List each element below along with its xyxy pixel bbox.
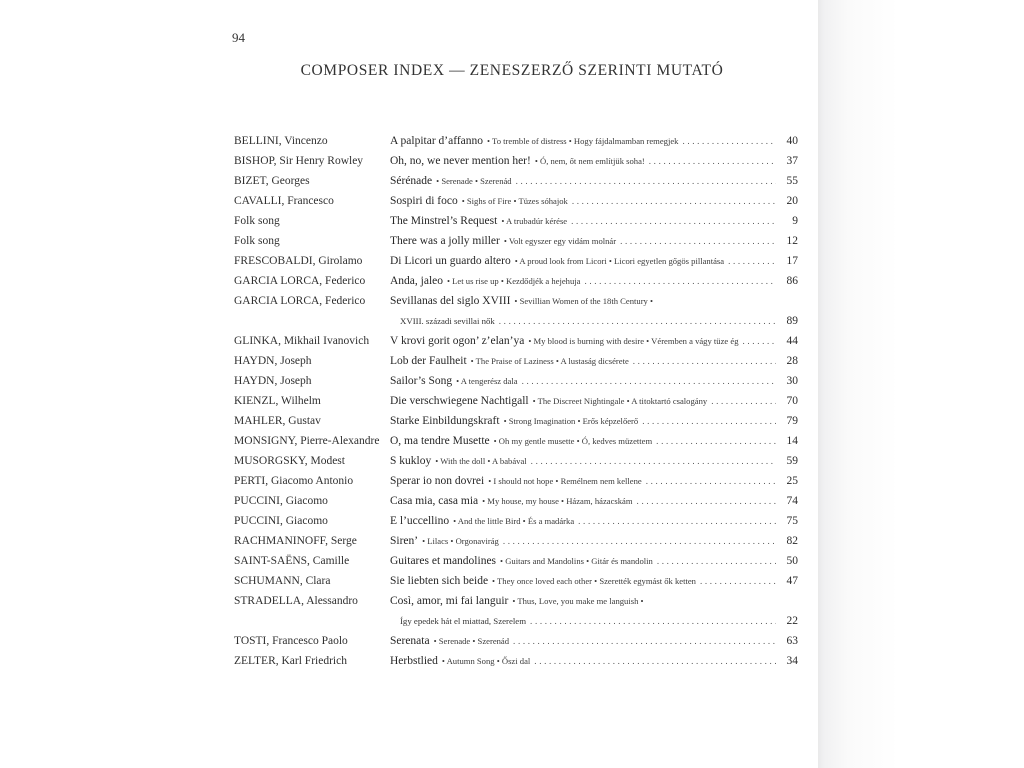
work-translation: • My blood is burning with desire • Véremben a vágy tüze ég: [528, 336, 739, 346]
dot-leader: [584, 276, 776, 286]
composer-name: STRADELLA, Alessandro: [234, 595, 358, 607]
dot-leader: [682, 136, 776, 146]
dot-leader: [656, 436, 776, 446]
work-line: [390, 435, 798, 447]
entry-row: [234, 412, 798, 432]
entry-continuation-row: [234, 312, 798, 332]
work-line: [390, 575, 798, 587]
dot-leader: [572, 196, 776, 206]
work-line: [390, 275, 798, 287]
page-ref: 14: [786, 435, 798, 447]
index-entries: [234, 132, 798, 672]
index-entry: [234, 232, 798, 252]
composer-name: GARCIA LORCA, Federico: [234, 295, 366, 307]
entry-row: [234, 172, 798, 192]
entry-row: [234, 292, 798, 312]
composer-name: KIENZL, Wilhelm: [234, 395, 321, 407]
page-ref: 55: [786, 175, 798, 187]
composer-name: MUSORGSKY, Modest: [234, 455, 345, 467]
work-title: Sevillanas del siglo XVIII: [390, 295, 511, 307]
work-translation-continued: Így epedek hát el miattad, Szerelem: [400, 616, 527, 626]
page-ref: 89: [786, 315, 798, 327]
entry-row: [234, 532, 798, 552]
entry-row: [234, 492, 798, 512]
work-translation: • A trubadúr kérése: [501, 216, 568, 226]
work-translation: • Oh my gentle musette • Ó, kedves müzettem: [493, 436, 653, 446]
entry-row: [234, 152, 798, 172]
page-ref: 40: [786, 135, 798, 147]
work-translation: • Sighs of Fire • Tüzes sóhajok: [461, 196, 568, 206]
dot-leader: [728, 256, 776, 266]
work-title: Die verschwiegene Nachtigall: [390, 395, 529, 407]
work-title: Così, amor, mi fai languir: [390, 595, 509, 607]
dot-leader: [646, 476, 776, 486]
page-ref: 28: [786, 355, 798, 367]
dot-leader: [637, 496, 776, 506]
entry-continuation-row: [234, 612, 798, 632]
dot-leader: [499, 316, 776, 326]
work-translation: • And the little Bird • És a madárka: [453, 516, 575, 526]
dot-leader: [578, 516, 776, 526]
index-entry: [234, 512, 798, 532]
work-translation: • Autumn Song • Őszi dal: [441, 656, 531, 666]
entry-row: [234, 592, 798, 612]
work-line: [390, 255, 798, 267]
entry-row: [234, 432, 798, 452]
entry-row: [234, 332, 798, 352]
page-ref: 70: [786, 395, 798, 407]
work-line: [390, 355, 798, 367]
dot-leader: [571, 216, 776, 226]
work-line: [390, 215, 798, 227]
index-entry: [234, 272, 798, 292]
index-entry: [234, 192, 798, 212]
work-translation: • Volt egyszer egy vidám molnár: [503, 236, 617, 246]
work-translation: • Serenade • Szerenád: [433, 636, 510, 646]
composer-name: MAHLER, Gustav: [234, 415, 321, 427]
work-line: [390, 555, 798, 567]
index-entry: [234, 472, 798, 492]
index-entry: [234, 132, 798, 152]
work-title: Oh, no, we never mention her!: [390, 155, 531, 167]
work-title: Starke Einbildungskraft: [390, 415, 500, 427]
work-title: O, ma tendre Musette: [390, 435, 490, 447]
page-ref: 37: [786, 155, 798, 167]
composer-name: MONSIGNY, Pierre-Alexandre: [234, 435, 380, 447]
index-entry: [234, 412, 798, 432]
dot-leader: [503, 536, 776, 546]
dot-leader: [530, 616, 776, 626]
work-title: Di Licori un guardo altero: [390, 255, 511, 267]
entry-row: [234, 212, 798, 232]
dot-leader: [531, 456, 776, 466]
work-line: [390, 175, 798, 187]
page-ref: 47: [786, 575, 798, 587]
page-ref: 9: [792, 215, 798, 227]
composer-name: ZELTER, Karl Friedrich: [234, 655, 347, 667]
index-entry: [234, 652, 798, 672]
index-entry: [234, 372, 798, 392]
work-line: [390, 455, 798, 467]
entry-row: [234, 552, 798, 572]
index-entry: [234, 252, 798, 272]
page-ref: 63: [786, 635, 798, 647]
composer-name: PUCCINI, Giacomo: [234, 515, 328, 527]
composer-name: CAVALLI, Francesco: [234, 195, 334, 207]
work-translation: • I should not hope • Remélnem nem kellene: [488, 476, 642, 486]
composer-name: HAYDN, Joseph: [234, 355, 312, 367]
index-title: COMPOSER INDEX — ZENESZERZŐ SZERINTI MUTATÓ: [300, 62, 724, 79]
work-line: [390, 415, 798, 427]
work-title: Sérénade: [390, 175, 433, 187]
work-line: [390, 635, 798, 647]
work-translation: • Strong Imagination • Erős képzelőerő: [503, 416, 639, 426]
index-entry: [234, 572, 798, 592]
dot-leader: [633, 356, 776, 366]
work-translation: • Serenade • Szerenád: [436, 176, 512, 186]
index-entry: [234, 432, 798, 452]
page-ref: 12: [786, 235, 798, 247]
work-line-continued: [400, 615, 798, 627]
index-entry: [234, 352, 798, 372]
page-ref: 86: [786, 275, 798, 287]
work-title: Guitares et mandolines: [390, 555, 497, 567]
entry-row: [234, 372, 798, 392]
work-translation: • The Discreet Nightingale • A titoktartó csalogány: [532, 396, 708, 406]
dot-leader: [516, 176, 776, 186]
dot-leader: [620, 236, 776, 246]
page-ref: 25: [786, 475, 798, 487]
work-title: Herbstlied: [390, 655, 438, 667]
composer-name: Folk song: [234, 215, 280, 227]
work-line: [390, 395, 798, 407]
work-title: Sailor’s Song: [390, 375, 453, 387]
composer-name: Folk song: [234, 235, 280, 247]
work-line: [390, 135, 798, 147]
work-title: A palpitar d’affanno: [390, 135, 484, 147]
entry-row: [234, 512, 798, 532]
composer-name: HAYDN, Joseph: [234, 375, 312, 387]
index-entry: [234, 152, 798, 172]
work-line: [390, 515, 798, 527]
work-translation: • Ó, nem, őt nem említjük soha!: [534, 156, 645, 166]
page-ref: 20: [786, 195, 798, 207]
dot-leader: [522, 376, 776, 386]
work-translation: • Guitars and Mandolins • Gitár és mandolin: [500, 556, 653, 566]
page-ref: 44: [786, 335, 798, 347]
entry-row: [234, 272, 798, 292]
work-line-continued: [400, 315, 798, 327]
page-edge: [818, 0, 1024, 768]
work-line: [390, 235, 798, 247]
work-title: The Minstrel’s Request: [390, 215, 498, 227]
work-title: Anda, jaleo: [390, 275, 444, 287]
work-title: Sospiri di foco: [390, 195, 458, 207]
index-entry: [234, 292, 798, 332]
page-ref: 75: [786, 515, 798, 527]
composer-name: BISHOP, Sir Henry Rowley: [234, 155, 364, 167]
composer-name: BELLINI, Vincenzo: [234, 135, 328, 147]
work-line: [390, 535, 798, 547]
composer-name: PERTI, Giacomo Antonio: [234, 475, 354, 487]
composer-name: PUCCINI, Giacomo: [234, 495, 328, 507]
work-translation: • My house, my house • Házam, házacskám: [482, 496, 633, 506]
entry-row: [234, 392, 798, 412]
dot-leader: [700, 576, 776, 586]
work-title: Lob der Faulheit: [390, 355, 467, 367]
entry-row: [234, 632, 798, 652]
work-line: [390, 495, 798, 507]
index-entry: [234, 332, 798, 352]
dot-leader: [642, 416, 776, 426]
composer-name: BIZET, Georges: [234, 175, 310, 187]
work-line: [390, 155, 798, 167]
entry-row: [234, 352, 798, 372]
work-translation: • With the doll • A babával: [435, 456, 527, 466]
page-ref: 30: [786, 375, 798, 387]
page-ref: 74: [786, 495, 798, 507]
dot-leader: [657, 556, 776, 566]
work-title: Casa mia, casa mia: [390, 495, 479, 507]
work-title: E l’uccellino: [390, 515, 450, 527]
work-translation: • A tengerész dala: [456, 376, 518, 386]
work-line: [390, 595, 798, 607]
work-title: Siren’: [390, 535, 419, 547]
entry-row: [234, 572, 798, 592]
entry-row: [234, 132, 798, 152]
index-entry: [234, 532, 798, 552]
work-title: V krovi gorit ogon’ z’elan’ya: [390, 335, 525, 347]
index-entry: [234, 172, 798, 192]
work-line: [390, 375, 798, 387]
work-translation: • Let us rise up • Kezdődjék a hejehuja: [447, 276, 581, 286]
page-ref: 50: [786, 555, 798, 567]
entry-row: [234, 252, 798, 272]
entry-row: [234, 192, 798, 212]
dot-leader: [513, 636, 776, 646]
page-ref: 59: [786, 455, 798, 467]
composer-name: SCHUMANN, Clara: [234, 575, 331, 587]
page-ref: 34: [786, 655, 798, 667]
entry-row: [234, 472, 798, 492]
work-line: [390, 655, 798, 667]
work-title: There was a jolly miller: [390, 235, 500, 247]
index-entry: [234, 212, 798, 232]
composer-name: GLINKA, Mikhail Ivanovich: [234, 335, 370, 347]
work-line: [390, 295, 798, 307]
page-ref: 82: [786, 535, 798, 547]
index-entry: [234, 552, 798, 572]
page-number: 94: [232, 30, 245, 45]
work-title: Serenata: [390, 635, 430, 647]
dot-leader: [649, 156, 776, 166]
work-translation: • The Praise of Laziness • A lustaság dicsérete: [470, 356, 629, 366]
work-translation: • To tremble of distress • Hogy fájdalmamban remegjek: [487, 136, 679, 146]
index-entry: [234, 592, 798, 632]
page-ref: 79: [786, 415, 798, 427]
index-entry: [234, 632, 798, 652]
work-title: Sie liebten sich beide: [390, 575, 489, 587]
dot-leader: [534, 656, 776, 666]
work-translation: • A proud look from Licori • Licori egyetlen gőgös pillantása: [514, 256, 725, 266]
work-translation: • Thus, Love, you make me languish •: [512, 596, 644, 606]
composer-name: GARCIA LORCA, Federico: [234, 275, 366, 287]
composer-name: SAINT-SAËNS, Camille: [234, 555, 350, 567]
composer-name: FRESCOBALDI, Girolamo: [234, 255, 363, 267]
dot-leader: [711, 396, 776, 406]
entry-row: [234, 452, 798, 472]
index-entry: [234, 452, 798, 472]
composer-name: RACHMANINOFF, Serge: [234, 535, 357, 547]
work-translation-continued: XVIII. századi sevillai nők: [400, 316, 495, 326]
entry-row: [234, 232, 798, 252]
page-ref: 22: [786, 615, 798, 627]
work-title: Sperar io non dovrei: [390, 475, 485, 487]
work-translation: • They once loved each other • Szerették egymást ők ketten: [492, 576, 696, 586]
work-line: [390, 195, 798, 207]
work-title: S kukloy: [390, 455, 432, 467]
page-ref: 17: [786, 255, 798, 267]
composer-name: TOSTI, Francesco Paolo: [234, 635, 348, 647]
index-entry: [234, 492, 798, 512]
index-entry: [234, 392, 798, 412]
work-line: [390, 335, 798, 347]
dot-leader: [743, 336, 777, 346]
entry-row: [234, 652, 798, 672]
work-translation: • Lilacs • Orgonavirág: [422, 536, 499, 546]
work-translation: • Sevillian Women of the 18th Century •: [514, 296, 654, 306]
work-line: [390, 475, 798, 487]
